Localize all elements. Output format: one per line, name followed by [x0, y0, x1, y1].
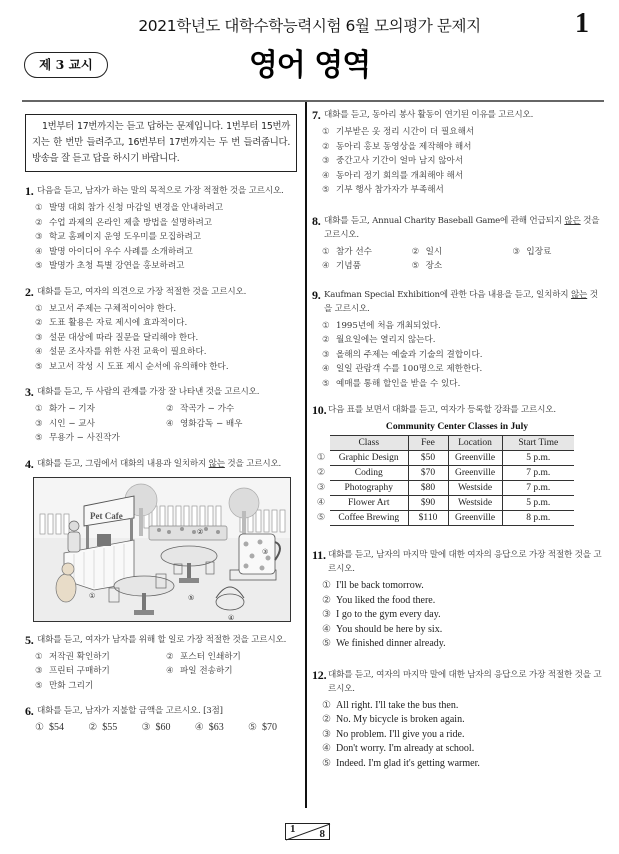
column-header: Start Time — [502, 436, 574, 451]
question-number: 1. — [25, 184, 34, 198]
options — [25, 402, 297, 446]
option-5[interactable]: ⑤ $70 — [248, 722, 277, 733]
option-3[interactable]: ③ 시인 − 교사 — [35, 418, 95, 429]
negation-underline: 않는 — [208, 458, 225, 469]
option-1[interactable]: ① $54 — [35, 722, 64, 733]
question-6 — [25, 704, 297, 736]
question-5 — [25, 633, 297, 694]
option-5[interactable]: ⑤ 기부 행사 참가자가 부족해서 — [322, 185, 444, 195]
question-10 — [312, 403, 602, 526]
question-number: 9. — [312, 287, 321, 302]
question-number: 7. — [312, 108, 321, 122]
option-4[interactable]: ④ 기념품 — [322, 261, 361, 271]
question-2 — [25, 285, 297, 375]
option-4[interactable]: ④ Don't worry. I'm already at school. — [322, 743, 475, 754]
option-3[interactable]: ③ 중간고사 기간이 얼마 남지 않아서 — [322, 156, 464, 166]
option-4[interactable]: ④ 영화감독 − 배우 — [166, 418, 243, 429]
question-stem: 대화를 듣고, 남자의 마지막 말에 대한 여자의 응답으로 가장 적절한 것을 고르시오. — [328, 550, 602, 574]
option-5[interactable]: ⑤ 무용가 − 사진작가 — [35, 433, 120, 443]
option-4[interactable]: ④ 일일 관람객 수를 100명으로 제한한다. — [322, 364, 483, 374]
question-9: 9. Kaufman Special Exhibition에 관한 다음 내용을 듣고, 일치하지 않는 것을 고르시오. ① 1995년에 처음 개최되었다. ② 월요일에는 열리지 않는다. ③ 올해의 주제는 예술과 기술의 결합이다. ④ 일일 관람객 수를 100명으로 제한한다. ⑤ 예매를 통해 할인을 받을 수 있다. — [312, 288, 602, 392]
pet-cafe-illustration — [33, 477, 291, 622]
option-5[interactable]: ⑤ 보고서 작성 시 도표 제시 순서에 유의해야 한다. — [35, 361, 229, 372]
question-1 — [25, 184, 297, 274]
question-7 — [312, 108, 602, 198]
question-number: 4. — [25, 456, 34, 471]
option-3[interactable]: ③ 설문 대상에 따라 질문을 달리해야 한다. — [35, 332, 199, 343]
question-stem: 다음 표를 보면서 대화를 듣고, 여자가 등록할 강좌를 고르시오. — [328, 405, 556, 415]
option-5[interactable]: ⑤ 장소 — [411, 261, 443, 271]
column-header: Fee — [408, 436, 448, 451]
listening-notice: 1번부터 17번까지는 듣고 답하는 문제입니다. 1번부터 15번까지는 한 번만 들려주고, 16번부터 17번까지는 두 번 들려줍니다. 방송을 잘 듣고 답을 하시기 바랍니다. — [25, 114, 297, 172]
question-11 — [312, 548, 602, 652]
left-column — [25, 108, 297, 747]
option-1[interactable]: ① 참가 선수 — [322, 246, 372, 257]
svg-text:⑤: ⑤ — [188, 593, 195, 602]
option-3[interactable]: ③ I go to the gym every day. — [322, 609, 441, 620]
options — [312, 579, 602, 652]
svg-text:②: ② — [197, 527, 204, 536]
option-5[interactable]: ⑤ 발명가 초청 특별 강연을 홍보하려고 — [35, 261, 185, 271]
table-row[interactable]: ① Graphic Design $50 Greenville 5 p.m. — [312, 451, 574, 466]
option-5[interactable]: ⑤ 예매를 통해 할인을 받을 수 있다. — [322, 378, 461, 389]
options — [25, 201, 297, 274]
option-2[interactable]: ② 동아리 홍보 동영상을 제작해야 해서 — [322, 141, 472, 152]
option-1[interactable]: ① 발명 대회 참가 신청 마감일 변경을 안내하려고 — [35, 203, 224, 213]
cafe-scene-image — [34, 478, 291, 622]
question-12 — [312, 668, 602, 772]
question-stem: 대화를 듣고, 동아리 봉사 활동이 연기된 이유를 고르시오. — [324, 110, 534, 120]
option-5[interactable]: ⑤ Indeed. I'm glad it's getting warmer. — [322, 757, 480, 769]
question-number: 3. — [25, 385, 34, 399]
options — [312, 245, 602, 274]
column-divider — [305, 102, 307, 808]
table-header-row — [312, 436, 574, 451]
negation-underline: 않는 — [570, 289, 588, 300]
option-4[interactable]: ④ 파일 전송하기 — [166, 666, 233, 676]
option-1[interactable]: ① 저작권 확인하기 — [35, 651, 110, 662]
subject-title: 영어 영역 — [248, 48, 371, 83]
question-4: 4. 대화를 듣고, 그림에서 대화의 내용과 일치하지 않는 것을 고르시오. ② Pet Cafe ① ⑤ ③ ④ — [25, 457, 297, 622]
table-row[interactable]: ③ Photography $80 Westside 7 p.m. — [312, 481, 574, 496]
option-1[interactable]: ① All right. I'll take the bus then. — [322, 699, 459, 711]
option-2[interactable]: ② 일시 — [411, 246, 443, 257]
question-stem: 대화를 듣고, 여자가 남자를 위해 할 일로 가장 적절한 것을 고르시오. — [37, 634, 287, 645]
right-column — [312, 108, 602, 782]
question-stem: 대화를 듣고, 여자의 의견으로 가장 적절한 것을 고르시오. — [37, 286, 247, 297]
svg-text:④: ④ — [228, 613, 235, 622]
option-4[interactable]: ④ $63 — [194, 722, 224, 733]
options — [25, 650, 297, 694]
table-row[interactable]: ⑤ Coffee Brewing $110 Greenville 8 p.m. — [312, 511, 574, 526]
classes-table — [312, 435, 574, 526]
table-row[interactable]: ④ Flower Art $90 Westside 5 p.m. — [312, 496, 574, 511]
cafe-sign-text: Pet Cafe — [90, 510, 123, 521]
option-3[interactable]: ③ 학교 홈페이지 운영 도우미를 모집하려고 — [35, 232, 202, 242]
question-number: 2. — [25, 284, 34, 299]
question-number: 11. — [312, 548, 326, 562]
option-5[interactable]: ⑤ 만화 그리기 — [35, 680, 94, 691]
option-3[interactable]: ③ $60 — [141, 722, 171, 733]
negation-underline: 않은 — [564, 215, 581, 226]
option-3[interactable]: ③ No problem. I'll give you a ride. — [322, 728, 465, 740]
option-1[interactable]: ① 기부받은 옷 정리 시간이 더 필요해서 — [322, 127, 475, 137]
option-5[interactable]: ⑤ We finished dinner already. — [322, 638, 446, 649]
option-4[interactable]: ④ 설문 조사자를 위한 사전 교육이 필요하다. — [35, 347, 207, 357]
page-number: 1 — [575, 8, 589, 39]
svg-text:①: ① — [89, 591, 96, 600]
option-2[interactable]: ② 포스터 인쇄하기 — [166, 651, 241, 662]
option-2[interactable]: ② 월요일에는 열리지 않는다. — [322, 335, 436, 345]
option-2[interactable]: ② You liked the food there. — [322, 594, 436, 606]
option-2[interactable]: ② 도표 활용은 자료 제시에 효과적이다. — [35, 318, 188, 328]
question-stem: 대화를 듣고, 남자가 지불할 금액을 고르시오. [3점] — [37, 706, 223, 716]
column-header: Location — [448, 436, 502, 451]
options — [25, 302, 297, 375]
options — [312, 125, 602, 198]
options — [312, 699, 602, 772]
top-rule — [22, 100, 604, 102]
question-number: 6. — [25, 704, 34, 718]
question-3 — [25, 385, 297, 446]
total-pages: 8 — [319, 828, 325, 840]
options — [312, 319, 602, 392]
option-2[interactable]: ② $55 — [88, 722, 118, 733]
option-2[interactable]: ② 수업 과제의 온라인 제출 방법을 설명하려고 — [35, 217, 213, 228]
question-stem: 대화를 듣고, 두 사람의 관계를 가장 잘 나타낸 것을 고르시오. — [37, 387, 260, 397]
exam-title: 2021학년도 대학수학능력시험 6월 모의평가 문제지 — [138, 17, 481, 35]
option-3[interactable]: ③ 프린터 구매하기 — [35, 666, 110, 676]
options — [25, 721, 297, 736]
option-2[interactable]: ② No. My bicycle is broken again. — [322, 714, 465, 725]
question-stem: 다음을 듣고, 남자가 하는 말의 목적으로 가장 적절한 것을 고르시오. — [37, 186, 284, 196]
question-number: 8. — [312, 213, 321, 228]
option-1[interactable]: ① 보고서 주제는 구체적이어야 한다. — [35, 303, 177, 314]
question-number: 10. — [312, 403, 327, 417]
option-3[interactable]: ③ 입장료 — [512, 246, 552, 257]
table-title: Community Center Classes in July — [385, 421, 529, 432]
question-number: 12. — [312, 667, 327, 682]
option-2[interactable]: ② 작곡가 − 가수 — [166, 404, 235, 414]
option-4[interactable]: ④ 발명 아이디어 우수 사례를 소개하려고 — [35, 246, 193, 257]
option-1[interactable]: ① 화가 − 기자 — [35, 404, 95, 414]
question-8: 8. 대화를 듣고, Annual Charity Baseball Game에 관해 언급되지 않은 것을 고르시오. ① 참가 선수 ② 일시 ③ 입장료 ④ 기념품 ⑤ 장소 — [312, 214, 602, 274]
option-1[interactable]: ① 1995년에 처음 개최되었다. — [322, 320, 441, 331]
option-1[interactable]: ① I'll be back tomorrow. — [322, 580, 424, 591]
column-header: Class — [330, 436, 408, 451]
period-badge: 제 3 교시 — [24, 52, 108, 78]
svg-text:③: ③ — [262, 547, 269, 556]
question-number: 5. — [25, 632, 34, 647]
page-indicator — [285, 823, 330, 840]
option-3[interactable]: ③ 올해의 주제는 예술과 기술의 결합이다. — [322, 349, 483, 360]
current-page: 1 — [290, 823, 296, 835]
option-4[interactable]: ④ 동아리 정기 회의를 개최해야 해서 — [322, 170, 464, 181]
option-4[interactable]: ④ You should be here by six. — [322, 623, 443, 635]
table-row[interactable]: ② Coding $70 Greenville 7 p.m. — [312, 466, 574, 481]
question-stem: 대화를 듣고, 여자의 마지막 말에 대한 남자의 응답으로 가장 적절한 것을 고르시오. — [328, 669, 602, 694]
